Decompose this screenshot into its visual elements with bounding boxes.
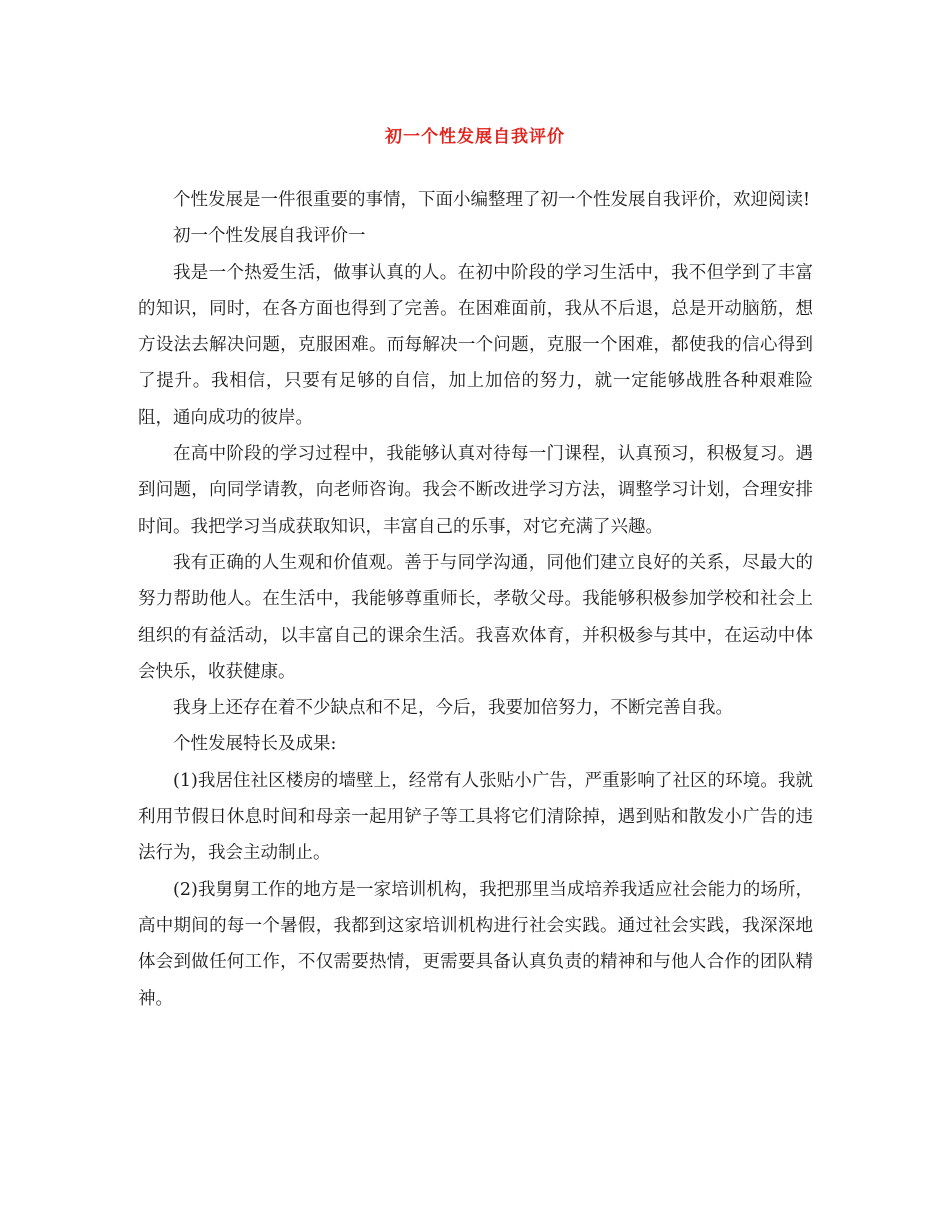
subsection-heading: 个性发展特长及成果: bbox=[173, 734, 337, 755]
document-body bbox=[138, 182, 813, 1017]
body-paragraph: 在高中阶段的学习过程中，我能够认真对待每一门课程，认真预习，积极复习。遇到问题，向同学请教，向老师咨询。我会不断改进学习方法，调整学习计划，合理安排时间。我把学习当成获取知识，丰富自己的乐事，对它充满了兴趣。 bbox=[138, 444, 813, 537]
body-paragraph: 我身上还存在着不少缺点和不足，今后，我要加倍努力，不断完善自我。 bbox=[173, 698, 733, 719]
body-paragraph: 我有正确的人生观和价值观。善于与同学沟通，同他们建立良好的关系，尽最大的努力帮助他人。在生活中，我能够尊重师长，孝敬父母。我能够积极参加学校和社会上组织的有益活动，以丰富自己的课余生活。我喜欢体育，并积极参与其中，在运动中体会快乐，收获健康。 bbox=[138, 552, 813, 682]
body-paragraph: 我是一个热爱生活，做事认真的人。在初中阶段的学习生活中，我不但学到了丰富的知识，同时，在各方面也得到了完善。在困难面前，我从不后退，总是开动脑筋，想方设法去解决问题，克服困难。而每解决一个问题，克服一个困难，都使我的信心得到了提升。我相信，只要有足够的自信，加上加倍的努力，就一定能够战胜各种艰难险阻，通向成功的彼岸。 bbox=[138, 262, 813, 428]
list-item: (1)我居住社区楼房的墙壁上，经常有人张贴小广告，严重影响了社区的环境。我就利用节假日休息时间和母亲一起用铲子等工具将它们清除掉，遇到贴和散发小广告的违法行为，我会主动制止。 bbox=[138, 770, 813, 864]
document-title: 初一个性发展自我评价 bbox=[385, 127, 565, 147]
section-heading: 初一个性发展自我评价一 bbox=[173, 226, 366, 247]
intro-paragraph: 个性发展是一件很重要的事情，下面小编整理了初一个性发展自我评价，欢迎阅读! bbox=[173, 190, 811, 210]
list-item: (2)我舅舅工作的地方是一家培训机构，我把那里当成培养我适应社会能力的场所，高中期间的每一个暑假，我都到这家培训机构进行社会实践。通过社会实践，我深深地体会到做任何工作，不仅需要热情，更需要具备认真负责的精神和与他人合作的团队精神。 bbox=[138, 879, 813, 1009]
